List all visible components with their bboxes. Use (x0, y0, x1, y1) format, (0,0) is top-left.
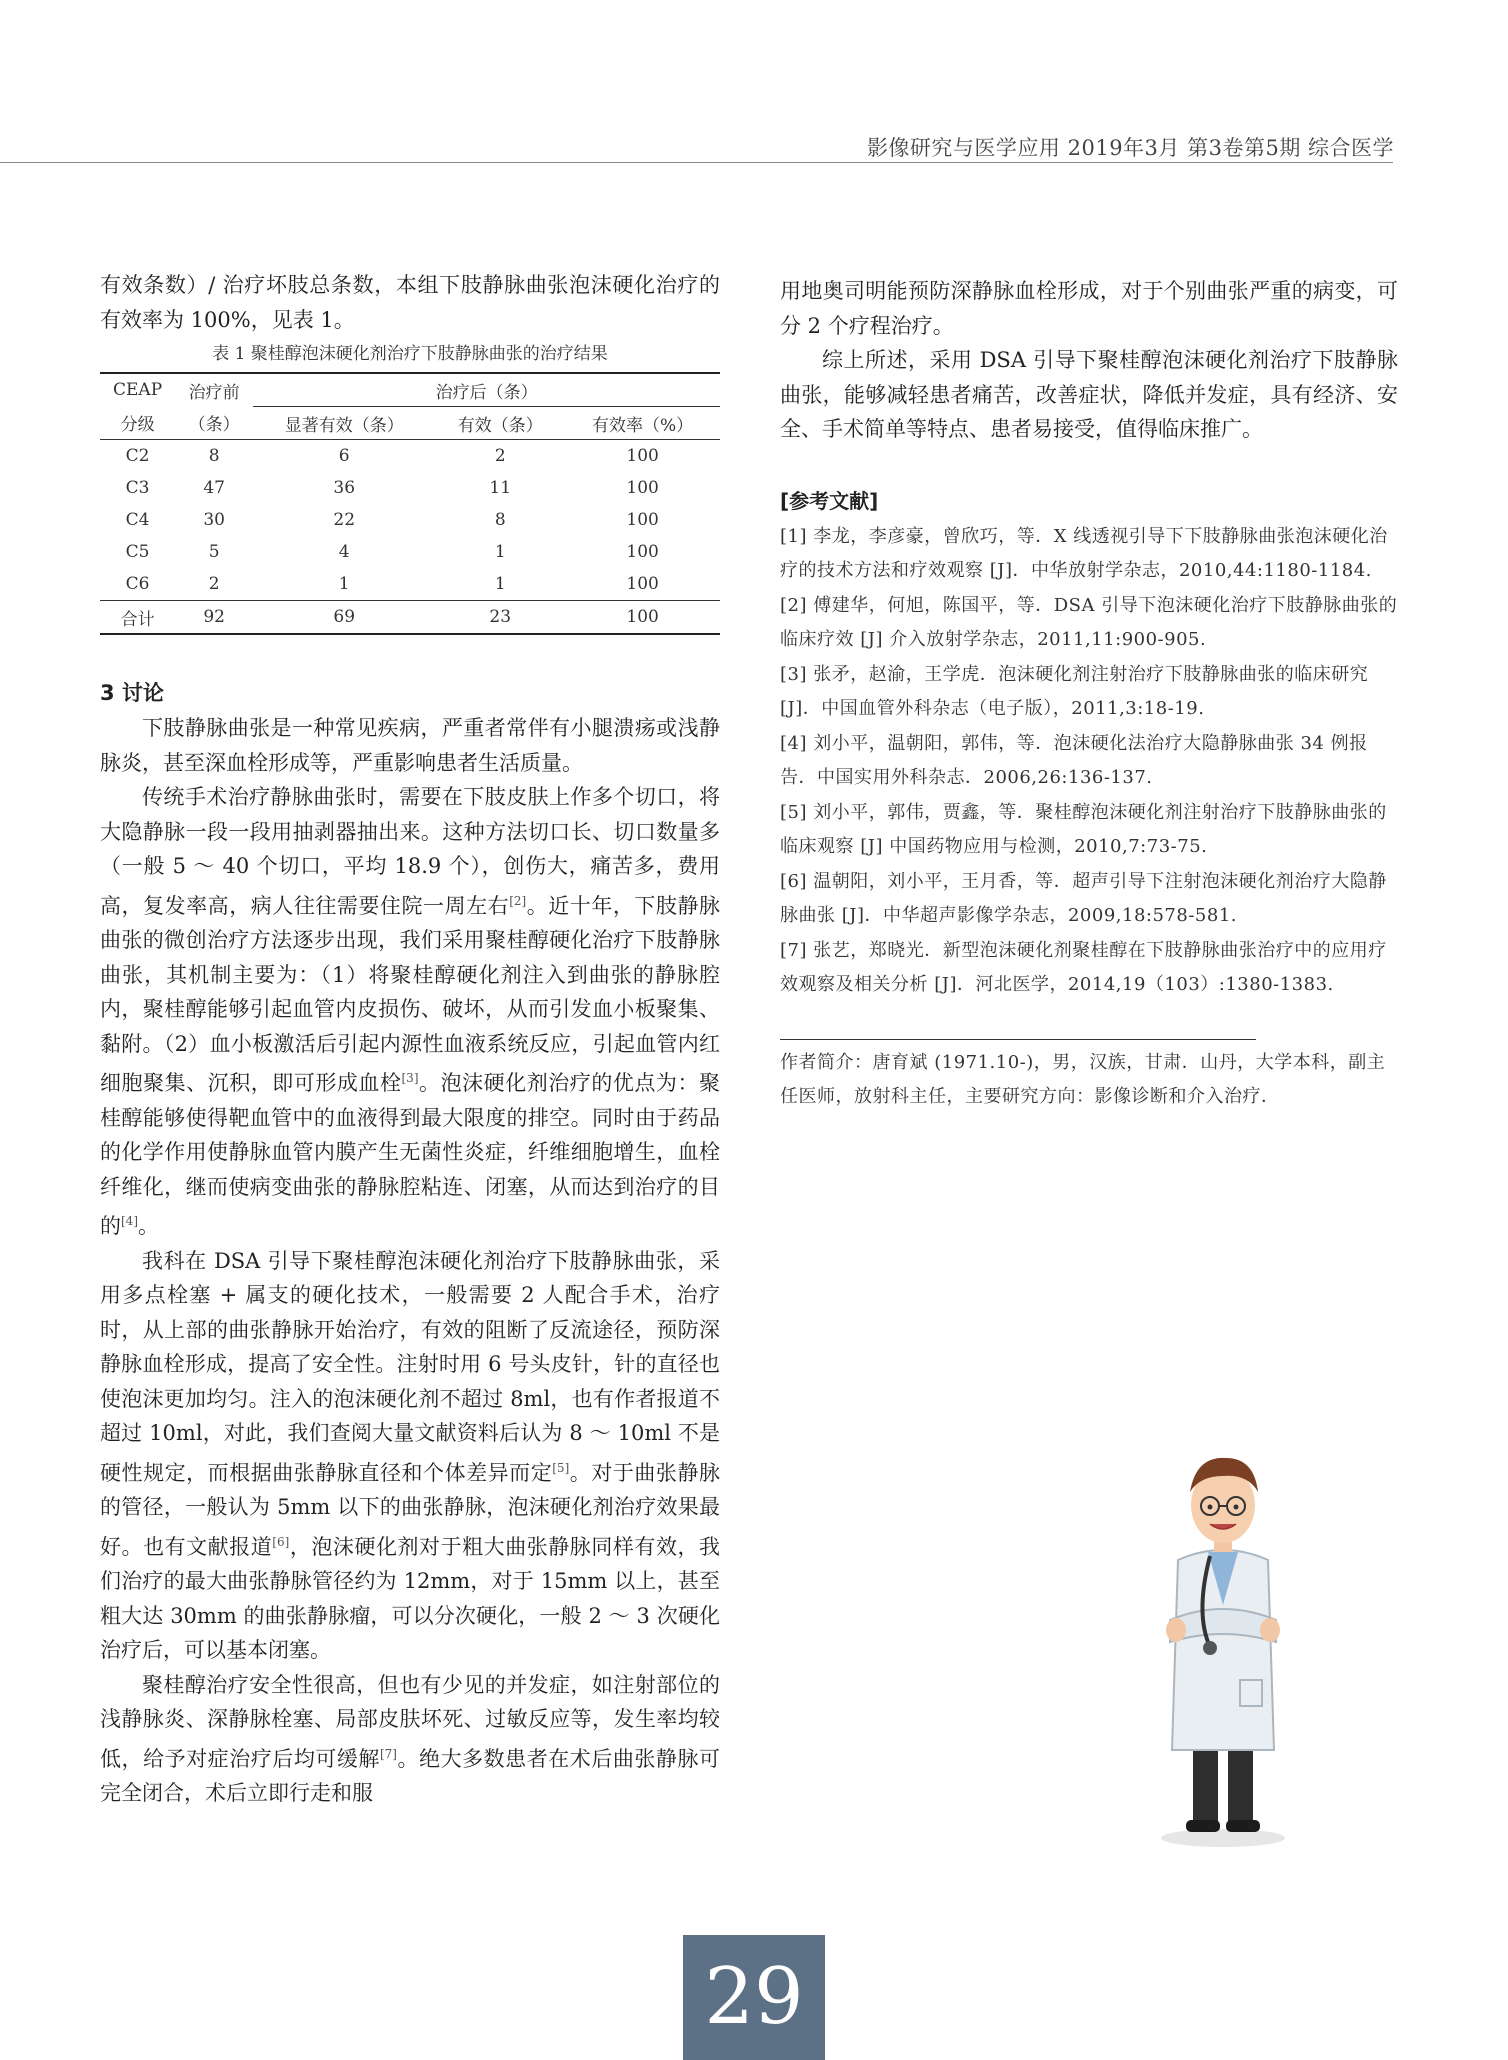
table-total-row (100, 601, 720, 635)
table-cell: 8 (494, 510, 506, 530)
table-cell: 1 (494, 542, 506, 562)
table-cell: C6 (125, 574, 150, 594)
discussion-paragraph-3: 我科在 DSA 引导下聚桂醇泡沫硬化剂治疗下肢静脉曲张，采用多点栓塞 + 属支的硬化技术，一般需要 2 人配合手术，治疗时，从上部的曲张静脉开始治疗，有效的阻断了反流途径，预防深静脉血栓形成，提高了安全性。注射时用 6 号头皮针，针的直径也使泡沫更加均匀。注入的泡沫硬化剂不超过 8ml，也有作者报道不超过 10ml，对此，我们查阅大量文献资料后认为 8 ～ 10ml 不是硬性规定，而根据曲张静脉直径和个体差异而定[5]。对于曲张静脉的管径，一般认为 5mm 以下的曲张静脉，泡沫硬化剂治疗效果最好。也有文献报道[6]，泡沫硬化剂对于粗大曲张静脉同样有效，我们治疗的最大曲张静脉管径约为 12mm，对于 15mm 以上，甚至粗大达 30mm 的曲张静脉瘤，可以分次硬化，一般 2 ～ 3 次硬化治疗后，可以基本闭塞。 (100, 1248, 721, 1662)
citation-marker: [6] (272, 1534, 290, 1549)
table-cell: 100 (565, 601, 720, 635)
reference-item: [1] 李龙，李彦豪，曾欣巧，等．X 线透视引导下下肢静脉曲张泡沫硬化治疗的技术方法和疗效观察 [J]．中华放射学杂志，2010,44:1180-1184. (780, 525, 1388, 581)
page-number: 29 (683, 1935, 825, 2060)
table-cell: 5 (208, 542, 220, 562)
doctor-illustration-icon (1148, 1430, 1298, 1850)
reference-item: [7] 张艺，郑晓光．新型泡沫硬化剂聚桂醇在下肢静脉曲张治疗中的应用疗效观察及相关分析 [J]．河北医学，2014,19（103）:1380-1383. (780, 939, 1387, 995)
running-header: 影像研究与医学应用 2019年3月 第3卷第5期 综合医学 (866, 136, 1394, 160)
table-cell: 23 (435, 601, 565, 635)
table-cell: 22 (333, 510, 356, 530)
header-rate: 有效率（%） (565, 407, 720, 440)
table-cell: 30 (203, 510, 225, 530)
left-column (100, 268, 720, 1811)
table-row (100, 472, 720, 504)
table-row (100, 536, 720, 568)
continued-paragraph: 用地奥司明能预防深静脉血栓形成，对于个别曲张严重的病变，可分 2 个疗程治疗。 (780, 279, 1398, 338)
table-row (100, 504, 720, 536)
table-cell: C3 (125, 478, 150, 498)
reference-item: [6] 温朝阳，刘小平，王月香，等．超声引导下注射泡沫硬化剂治疗大隐静脉曲张 [J]．中华超声影像学杂志，2009,18:578-581. (780, 870, 1387, 926)
header-before: 治疗前 (188, 382, 240, 403)
intro-paragraph: 有效条数）/ 治疗坏肢总条数，本组下肢静脉曲张泡沫硬化治疗的有效率为 100%，见表 1。 (100, 273, 720, 332)
citation-marker: [4] (121, 1214, 138, 1228)
header-rule (0, 162, 1393, 163)
header-ceap: CEAP (113, 380, 163, 401)
table-caption: 表 1 聚桂醇泡沫硬化剂治疗下肢静脉曲张的治疗结果 (212, 344, 608, 364)
header-grade: 分级 (100, 407, 175, 440)
table-row (100, 440, 720, 473)
table-cell: 6 (338, 446, 350, 466)
section-heading-discussion: 3 讨论 (100, 681, 164, 705)
table-cell: 2 (494, 446, 506, 466)
author-note: 作者简介：唐育斌 (1971.10-)，男，汉族，甘肃．山丹，大学本科，副主任医师，放射科主任，主要研究方向：影像诊断和介入治疗． (780, 1051, 1386, 1107)
discussion-paragraph-2: 传统手术治疗静脉曲张时，需要在下肢皮肤上作多个切口，将大隐静脉一段一段用抽剥器抽出来。这种方法切口长、切口数量多（一般 5 ～ 40 个切口，平均 18.9 个），创伤大，痛苦多，费用高，复发率高，病人往往需要住院一周左右[2]。近十年，下肢静脉曲张的微创治疗方法逐步出现，我们采用聚桂醇硬化治疗下肢静脉曲张，其机制主要为：（1）将聚桂醇硬化剂注入到曲张的静脉腔内，聚桂醇能够引起血管内皮损伤、破坏，从而引发血小板聚集、黏附。（2）血小板激活后引起内源性血液系统反应，引起血管内红细胞聚集、沉积，即可形成血栓[3]。泡沫硬化剂治疗的优点为：聚桂醇能够使得靶血管中的血液得到最大限度的排空。同时由于药品的化学作用使静脉血管内膜产生无菌性炎症，纤维细胞增生，血栓纤维化，继而使病变曲张的静脉腔粘连、闭塞，从而达到治疗的目的[4]。 (100, 785, 721, 1238)
header-significant: 显著有效（条） (253, 407, 435, 440)
reference-item: [3] 张矛，赵渝，王学虎．泡沫硬化剂注射治疗下肢静脉曲张的临床研究 [J]．中国血管外科杂志（电子版），2011,3:18-19. (780, 663, 1369, 719)
table-cell: 1 (338, 574, 350, 594)
results-table (100, 372, 720, 635)
table-cell: 36 (333, 478, 356, 498)
discussion-paragraph-4: 聚桂醇治疗安全性很高，但也有少见的并发症，如注射部位的浅静脉炎、深静脉栓塞、局部皮肤坏死、过敏反应等，发生率均较低，给予对症治疗后均可缓解[7]。绝大多数患者在术后曲张静脉可完全闭合，术后立即行走和服 (100, 1672, 721, 1805)
reference-item: [4] 刘小平，温朝阳，郭伟，等．泡沫硬化法治疗大隐静脉曲张 34 例报告．中国实用外科杂志．2006,26:136-137. (780, 732, 1368, 788)
table-cell: 100 (626, 510, 659, 530)
table-cell: 47 (203, 478, 225, 498)
table-cell: 92 (175, 601, 253, 635)
header-before-unit: （条） (175, 407, 253, 440)
citation-marker: [7] (379, 1746, 397, 1761)
header-after: 治疗后（条） (253, 373, 720, 407)
citation-marker: [3] (401, 1071, 419, 1085)
table-cell: 100 (626, 574, 659, 594)
table-cell: C5 (125, 542, 150, 562)
citation-marker: [2] (509, 893, 527, 908)
table-cell: 4 (338, 542, 350, 562)
reference-item: [5] 刘小平，郭伟，贾鑫，等．聚桂醇泡沫硬化剂注射治疗下肢静脉曲张的临床观察 [J] 中国药物应用与检测，2010,7:73-75. (780, 801, 1387, 857)
table-cell: 合计 (100, 601, 175, 635)
table-cell: C4 (125, 510, 150, 530)
table-row (100, 568, 720, 601)
table-cell: 8 (208, 446, 220, 466)
citation-marker: [5] (552, 1460, 570, 1475)
table-cell: C2 (125, 446, 150, 466)
table-cell: 100 (626, 542, 659, 562)
author-note-rule (780, 1039, 1256, 1040)
table-cell: 2 (208, 574, 220, 594)
reference-item: [2] 傅建华，何旭，陈国平，等．DSA 引导下泡沫硬化治疗下肢静脉曲张的临床疗效 [J] 介入放射学杂志，2011,11:900-905. (780, 594, 1398, 650)
table-cell: 100 (626, 478, 659, 498)
header-effective: 有效（条） (435, 407, 565, 440)
table-cell: 100 (626, 446, 659, 466)
conclusion-paragraph: 综上所述，采用 DSA 引导下聚桂醇泡沫硬化剂治疗下肢静脉曲张，能够减轻患者痛苦，改善症状，降低并发症，具有经济、安全、手术简单等特点、患者易接受，值得临床推广。 (780, 348, 1398, 441)
right-column (780, 274, 1398, 1115)
discussion-paragraph-1: 下肢静脉曲张是一种常见疾病，严重者常伴有小腿溃疡或浅静脉炎，甚至深血栓形成等，严重影响患者生活质量。 (100, 716, 720, 775)
table-cell: 11 (489, 478, 512, 498)
table-cell: 69 (253, 601, 435, 635)
references-heading: [参考文献] (780, 488, 879, 513)
table-cell: 1 (494, 574, 506, 594)
